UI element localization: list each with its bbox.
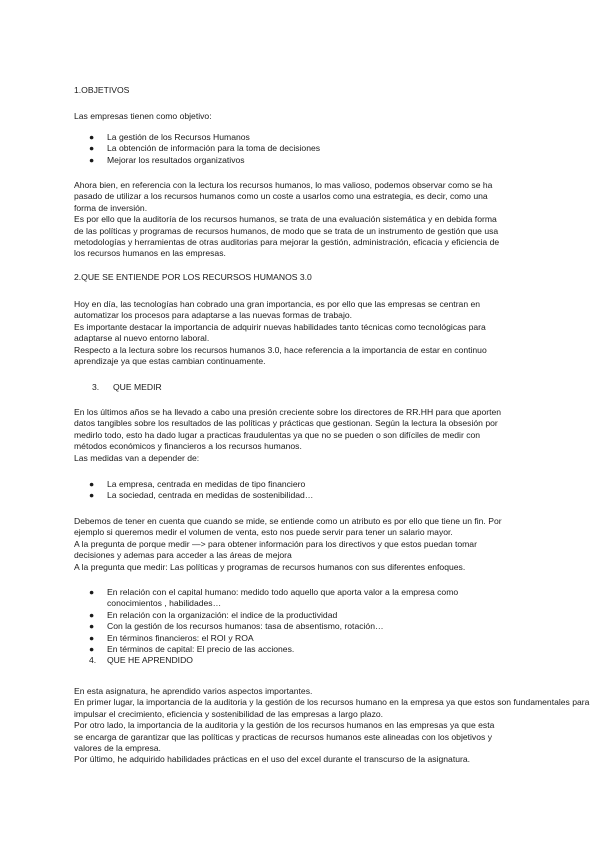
text-line: Es por ello que la auditoría de los recursos humanos, se trata de una evaluación sistemática y en debida forma xyxy=(74,214,497,225)
paragraph-que-he-aprendido xyxy=(74,686,590,766)
paragraph-recursos-humanos-3 xyxy=(74,299,534,367)
bullet-icon: ● xyxy=(89,621,95,632)
list-item: ● La empresa, centrada en medidas de tipo financiero xyxy=(89,479,306,489)
text-line: se encarga de garantizar que las políticas y practicas de recursos humanos este alineadas con los objetivos y xyxy=(74,731,492,742)
bullet-icon: ● xyxy=(89,490,95,501)
text-line: metodologías y herramientas de otras auditorias para mejorar la gestión, administración, eficacia y eficiencia de xyxy=(74,237,500,248)
section-number: 4. xyxy=(89,655,97,666)
section-number: 3. xyxy=(92,382,100,392)
list-item: ● La obtención de información para la toma de decisiones xyxy=(89,143,321,154)
list-item: ● La sociedad, centrada en medidas de sostenibilidad… xyxy=(89,490,314,501)
heading-objetivos: 1.OBJETIVOS xyxy=(74,85,130,95)
text-line: A la pregunta que medir: Las políticas y programas de recursos humanos con sus diferentes enfoques. xyxy=(74,561,466,572)
bullet-icon: ● xyxy=(89,609,95,620)
list-item: ● Mejorar los resultados organizativos xyxy=(89,154,245,165)
bullet-icon: ● xyxy=(89,587,95,597)
bullet-icon: ● xyxy=(89,632,95,643)
bullet-icon: ● xyxy=(89,479,95,489)
text-line: datos tangibles sobre los resultados de las políticas y prácticas que gestionan. Según la lectura la obsesión por xyxy=(74,418,498,429)
text-line: pasado de utilizar a los recursos humanos como un coste a usarlos como una estrategia, es decir, como una xyxy=(74,191,488,202)
list-item: ● En términos de capital: El precio de las acciones. xyxy=(89,644,295,655)
text-line: Por último, he adquirido habilidades prácticas en el uso del excel durante el transcurso de la asignatura. xyxy=(74,754,471,765)
approaches-list xyxy=(74,587,534,667)
paragraph-que-medir xyxy=(74,407,534,464)
text-line: adaptarse al nuevo entorno laboral. xyxy=(74,333,210,344)
text-line: Debemos de tener en cuenta que cuando se mide, se entiende como un atributo es por ello que tiene un fin. Por xyxy=(74,516,502,526)
list-item: ● La gestión de los Recursos Humanos xyxy=(89,132,250,142)
text-line: Respecto a la lectura sobre los recursos humanos 3.0, hace referencia a la importancia de estar en continuo xyxy=(74,344,487,355)
text-line: automatizar los procesos para adaptarse a las nuevas formas de trabajo. xyxy=(74,310,353,321)
list-item: ● Con la gestión de los recursos humanos: tasa de absentismo, rotación… xyxy=(89,621,384,632)
list-item: ● En relación con el capital humano: medido todo aquello que aporta valor a la empresa como xyxy=(89,587,459,597)
paragraph-medir-atributo xyxy=(74,516,534,573)
objectives-list xyxy=(74,132,534,166)
text-line: Las medidas van a depender de: xyxy=(74,452,200,463)
bullet-icon: ● xyxy=(89,154,95,165)
bullet-icon: ● xyxy=(89,644,95,655)
text-line: decisiones y ademas para acceder a las áreas de mejora xyxy=(74,550,292,561)
text-line: A la pregunta de porque medir —> para obtener información para los directivos y que estos puedan tomar xyxy=(74,538,477,549)
list-item: ● En términos financieros: el ROI y ROA xyxy=(89,632,254,643)
text-line: los recursos humanos en las empresas. xyxy=(74,248,226,259)
text-line: impulsar el crecimiento, eficiencia y sostenibilidad de las empresas a largo plazo. xyxy=(74,708,384,719)
text-line: En primer lugar, la importancia de la auditoria y la gestión de los recursos humano en la empresa ya que estos son fundamentales para xyxy=(74,697,590,708)
heading-que-he-aprendido xyxy=(74,655,534,666)
paragraph-objetivos xyxy=(74,180,534,260)
text-line: medirlo todo, esto ha dado lugar a practicas fraudulentas ya que no se pueden o son difíciles de medir con xyxy=(74,429,481,440)
section-title: QUE MEDIR xyxy=(113,382,162,392)
text-line: valores de la empresa. xyxy=(74,743,161,754)
text-line: En los últimos años se ha llevado a cabo una presión creciente sobre los directores de RR.HH para que aporten xyxy=(74,407,502,417)
bullet-icon: ● xyxy=(89,132,95,142)
text-line: Por otro lado, la importancia de la auditoria y la gestión de los recursos humanos en las empresas ya que esta xyxy=(74,720,495,731)
text-line: Hoy en día, las tecnologías han cobrado una gran importancia, es por ello que las empresas se centran en xyxy=(74,299,481,309)
list-item-continuation: conocimientos , habilidades… xyxy=(107,598,222,609)
text-line: Es importante destacar la importancia de adquirir nuevas habilidades tanto técnicas como tecnológicas para xyxy=(74,321,486,332)
bullet-icon: ● xyxy=(89,143,95,154)
text-line: aprendizaje ya que estas cambian continuamente. xyxy=(74,356,266,367)
text-line: ejemplo si queremos medir el volumen de venta, esto nos puede servir para tener un salario mayor. xyxy=(74,527,453,538)
heading-recursos-humanos-3: 2.QUE SE ENTIENDE POR LOS RECURSOS HUMANOS 3.0 xyxy=(74,272,312,282)
text-line: forma de inversión. xyxy=(74,202,148,213)
list-item: ● En relación con la organización: el indice de la productividad xyxy=(89,609,338,620)
text-line: de las políticas y programas de recursos humanos, de modo que se trata de un instrumento de gestión que usa xyxy=(74,225,499,236)
text-line: métodos económicos y financieros a los recursos humanos. xyxy=(74,441,302,452)
text-line: En esta asignatura, he aprendido varios aspectos importantes. xyxy=(74,686,313,696)
text-line: Ahora bien, en referencia con la lectura los recursos humanos, lo mas valioso, podemos observar como se ha xyxy=(74,180,493,190)
intro-text: Las empresas tienen como objetivo: xyxy=(74,111,212,121)
section-title: QUE HE APRENDIDO xyxy=(107,655,193,666)
measures-list xyxy=(74,479,534,502)
